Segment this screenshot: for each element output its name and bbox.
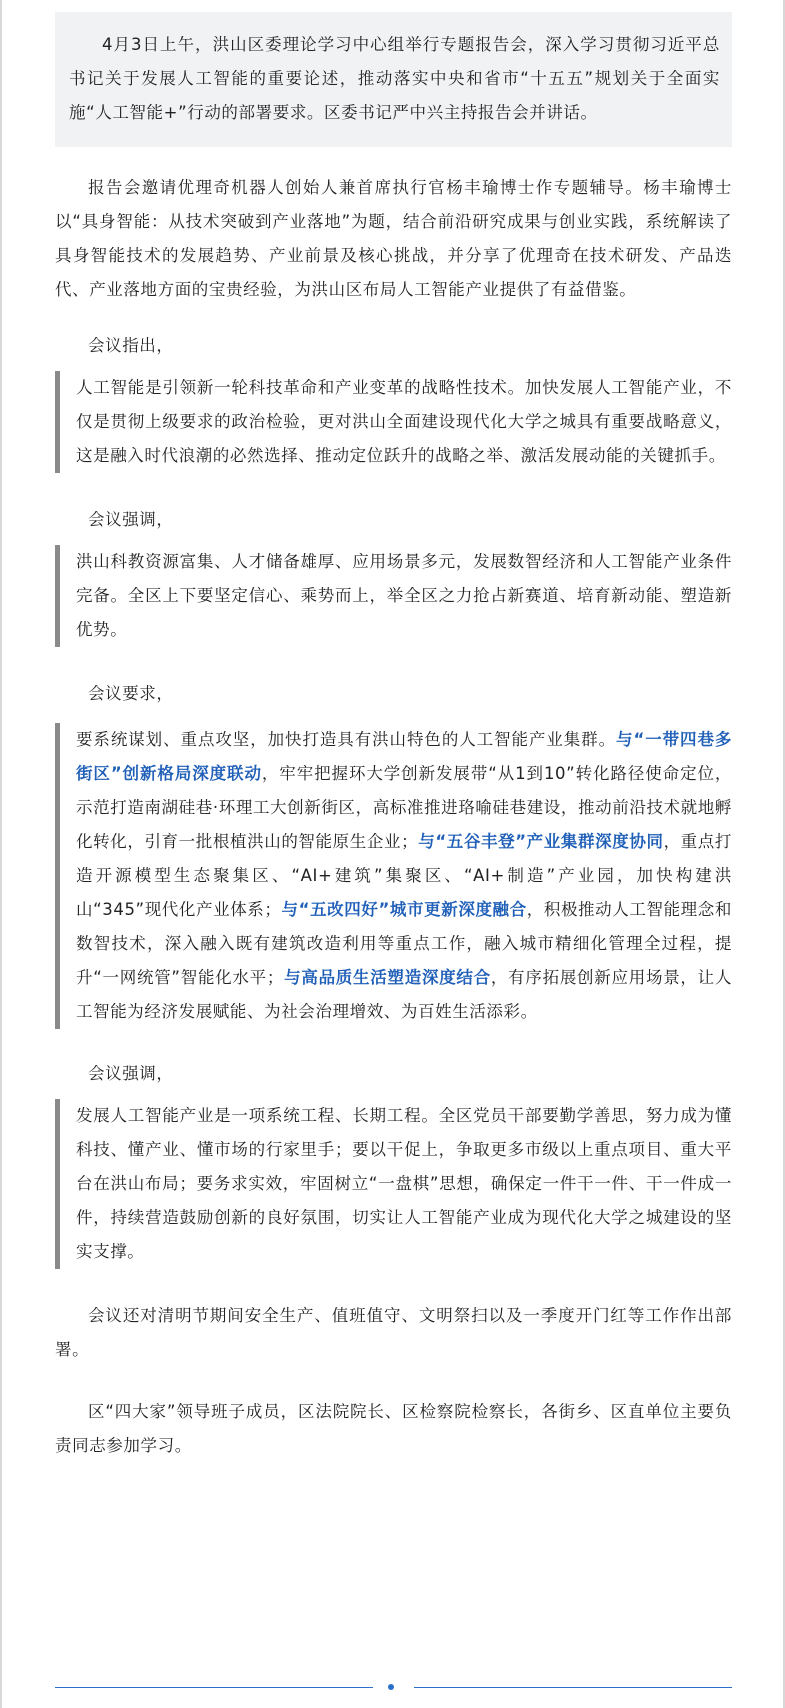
quote-block-1 [55, 371, 732, 473]
quote-2-text: 洪山科教资源富集、人才储备雄厚、应用场景多元，发展数智经济和人工智能产业条件完备。全区上下要坚定信心、乘势而上，举全区之力抢占新赛道、培育新动能、塑造新优势。 [76, 552, 732, 639]
attendance-paragraph: 区“四大家”领导班子成员，区法院院长、区检察院检察长，各街乡、区直单位主要负责同志参加学习。 [55, 1402, 732, 1455]
left-border [0, 0, 2, 1708]
section-label-required: 会议要求， [88, 684, 174, 703]
quote-4-text: 发展人工智能产业是一项系统工程、长期工程。全区党员干部要勤学善思，努力成为懂科技、懂产业、懂市场的行家里手；要以干促上，争取更多市级以上重点项目、重大平台在洪山布局；要务求实效，牢固树立“一盘棋”思想，确保定一件干一件、干一件成一件，持续营造鼓励创新的良好氛围，切实让人工智能产业成为现代化大学之城建设的坚实支撑。 [76, 1106, 732, 1261]
quote-3-text [76, 723, 732, 1029]
quote-3-text-5: ，有序拓展创新应用场景，让人工智能为经济发展赋能、为社会治理增效、为百姓生活添彩。 [76, 968, 732, 1021]
footer-divider [55, 1682, 732, 1694]
divider-dot-icon [388, 1684, 394, 1690]
divider-line-right [414, 1687, 732, 1688]
section-label-emphasized: 会议强调， [88, 510, 174, 529]
quote-1-text: 人工智能是引领新一轮科技革命和产业变革的战略性技术。加快发展人工智能产业，不仅是贯彻上级要求的政治检验，更对洪山全面建设现代化大学之城具有重要战略意义，这是融入时代浪潮的必然选择、推动定位跃升的战略之举、激活发展动能的关键抓手。 [76, 378, 732, 465]
section-label-emphasized-2: 会议强调， [88, 1064, 174, 1083]
deployment-paragraph: 会议还对清明节期间安全生产、值班值守、文明祭扫以及一季度开门红等工作作出部署。 [55, 1306, 732, 1359]
quote-block-4 [55, 1099, 732, 1269]
quote-3-text-3: ，重点打造开源模型生态聚集区、“AI+建筑”集聚区、“AI+制造”产业园，加快构建洪山“345”现代化产业体系； [76, 832, 732, 919]
quote-3-text-4: ，积极推动人工智能理念和数智技术，深入融入既有建筑改造利用等重点工作，融入城市精细化管理全过程，提升“一网统管”智能化水平； [76, 900, 732, 987]
quote-block-3 [55, 723, 732, 1029]
highlight-wugai-sihao: 与“五改四好”城市更新深度融合 [281, 900, 527, 919]
quote-3-text-1: 要系统谋划、重点攻坚，加快打造具有洪山特色的人工智能产业集群。 [76, 730, 617, 749]
highlight-quality-life: 与高品质生活塑造深度结合 [283, 968, 491, 987]
highlight-one-belt-four-lanes: 与“一带四巷多街区”创新格局深度联动 [76, 730, 732, 783]
section-label-pointed-out: 会议指出， [88, 336, 174, 355]
report-paragraph: 报告会邀请优理奇机器人创始人兼首席执行官杨丰瑜博士作专题辅导。杨丰瑜博士以“具身智能：从技术突破到产业落地”为题，结合前沿研究成果与创业实践，系统解读了具身智能技术的发展趋势、产业前景及核心挑战，并分享了优理奇在技术研发、产品迭代、产业落地方面的宝贵经验，为洪山区布局人工智能产业提供了有益借鉴。 [55, 178, 732, 299]
quote-3-text-2: ，牢牢把握环大学创新发展带“从1到10”转化路径使命定位，示范打造南湖硅巷·环理工大创新街区，高标准推进珞喻硅巷建设，推动前沿技术就地孵化转化，引育一批根植洪山的智能原生企业； [76, 764, 732, 851]
lead-paragraph: 4月3日上午，洪山区委理论学习中心组举行专题报告会，深入学习贯彻习近平总书记关于发展人工智能的重要论述，推动落实中央和省市“十五五”规划关于全面实施“人工智能+”行动的部署要求。区委书记严中兴主持报告会并讲话。 [69, 35, 720, 122]
divider-line-left [55, 1687, 373, 1688]
quote-block-2 [55, 545, 732, 647]
highlight-wugu-fengdeng: 与“五谷丰登”产业集群深度协同 [418, 832, 664, 851]
article-body [55, 12, 732, 1463]
lead-summary-box [55, 12, 732, 147]
